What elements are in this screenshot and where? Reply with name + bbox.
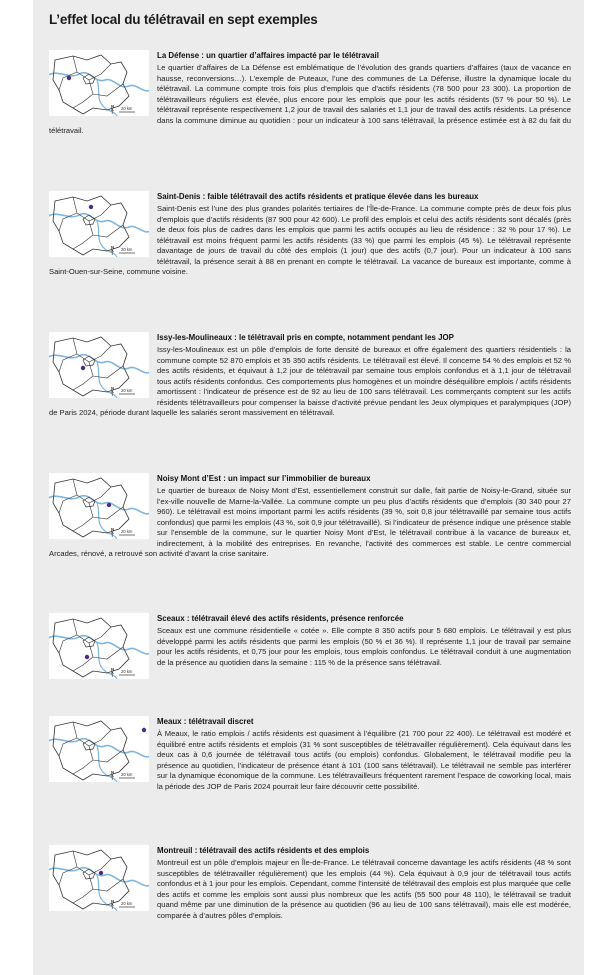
case-noisy-mont-d-est xyxy=(49,473,571,560)
scale-label: 20 km xyxy=(121,388,133,393)
case-title: Montreuil : télétravail des actifs résidents et des emplois xyxy=(157,846,370,855)
paris-boundary xyxy=(83,356,95,366)
case-la-defense xyxy=(49,50,571,137)
case-body: Sceaux est une commune résidentielle « cotée ». Elle compte 8 350 actifs pour 5 680 emplois. Le télétravail y est plus développé parmi les actifs résidents que parmi les emplois (50 % et 36 %). Il représente 1,1 jour de travail par semaine pour les actifs résidents, et 0,75 jour pour les emplois, tous emplois confondus. Le télétravail conduit à une augmentation de la présence au quotidien dans la semaine : 115 % de la présence sans télétravail. xyxy=(157,626,571,667)
scale-label: 20 km xyxy=(121,106,133,111)
case-saint-denis xyxy=(49,191,571,278)
commune-marker xyxy=(89,205,93,209)
river-marne xyxy=(97,362,117,398)
case-title: Meaux : télétravail discret xyxy=(157,717,254,726)
case-issy-les-moulineaux xyxy=(49,332,571,419)
location-map xyxy=(49,50,149,116)
north-label: N xyxy=(111,527,115,532)
commune-marker xyxy=(81,366,85,370)
commune-marker xyxy=(142,728,146,732)
case-body: Le quartier d’affaires de La Défense est emblématique de l’évolution des grands quartiers d’affaires (taux de vacance en hausse, reconversions…). L’exemple de Puteaux, l’une des communes de La Défense, illustre la dynamique locale du télétravail. La commune compte trois fois plus d’emplois que d’actifs résidents (78 500 pour 23 300). La proportion de télétravailleurs réguliers est élevée, plus encore pour les emplois que pour les actifs résidents (57 % pour 50 %). Le télétravail représente respectivement 1,2 jour de travail des salariés et 1,1 jour de travail des actifs résidents. La présence dans la commune diminue au quotidien : pour un indicateur à 100 sans télétravail, la présence estimée est à 82 du fait du télétravail. xyxy=(49,63,571,136)
case-body: Saint-Denis est l’une des plus grandes polarités tertiaires de l’Île-de-France. La commune compte près de deux fois plus d’emplois que d’actifs résidents (87 900 pour 42 600). Le profil des emplois et celui des actifs résidents sont décalés (près de deux fois plus de cadres dans les emplois que parmi les actifs occupés au lieu de résidence : 32 % pour 17 %). Le télétravail est moins fréquent parmi les actifs résidents (33 %) que parmi les emplois (45 %). Le télétravail représente davantage de jours de travail du côté des emplois (1 jour) que des actifs (0,7 jour). Pour un indicateur à 100 sans télétravail, la présence serait à 88 en prenant en compte le télétravail. La vacance de bureaux est importante, comme à Saint-Ouen-sur-Seine, commune voisine. xyxy=(49,204,571,277)
river-marne xyxy=(97,875,117,911)
paris-boundary xyxy=(83,869,95,879)
paris-boundary xyxy=(83,215,95,225)
case-meaux xyxy=(49,716,571,792)
river-marne xyxy=(97,643,117,679)
location-map xyxy=(49,191,149,257)
case-title: Saint-Denis : faible télétravail des actifs résidents et pratique élevée dans les bureaux xyxy=(157,192,479,201)
case-body: Montreuil est un pôle d’emplois majeur en Île-de-France. Le télétravail concerne davantage les actifs résidents (48 % sont susceptibles de télétravailler régulièrement) que les emplois (44 %). Cela équivaut à 0,9 jour de télétravail tous actifs confondus et à 1 jour pour les emplois. Cependant, comme l’intensité de télétravail des emplois est plus marquée que celle des actifs et comme les emplois sont aussi plus nombreux que les actifs (55 500 pour 48 110), le télétravail se traduit quand même par une diminution de la présence au quotidien (96 au lieu de 100 sans télétravail), mais elle est modérée, comparée à d’autres pôles d’emplois. xyxy=(157,858,571,920)
case-montreuil xyxy=(49,845,571,921)
paris-boundary xyxy=(83,740,95,750)
location-map xyxy=(49,845,149,911)
paris-boundary xyxy=(83,497,95,507)
north-label: N xyxy=(111,245,115,250)
river-marne xyxy=(97,221,117,257)
scale-label: 20 km xyxy=(121,772,133,777)
north-label: N xyxy=(111,386,115,391)
location-map xyxy=(49,716,149,782)
case-title: Sceaux : télétravail élevé des actifs résidents, présence renforcée xyxy=(157,614,404,623)
scale-label: 20 km xyxy=(121,529,133,534)
page-title: L’effet local du télétravail en sept exemples xyxy=(49,12,318,27)
scale-label: 20 km xyxy=(121,901,133,906)
paris-boundary xyxy=(83,74,95,84)
location-map xyxy=(49,473,149,539)
river-marne xyxy=(97,746,117,782)
case-body: Le quartier de bureaux de Noisy Mont d’Est, essentiellement construit sur dalle, fait partie de Noisy-le-Grand, située sur l’ex-ville nouvelle de Marne-la-Vallée. La commune compte un peu plus d’actifs résidents que d’emplois (30 340 pour 27 960). Le télétravail est moins important parmi les actifs résidents (39 %, soit 0,8 jour télétravaillé par semaine tous actifs confondus) que parmi les emplois (43 %, soit 0,9 jour télétravaillé). Si l’indicateur de présence indique une présence stable sur l’ensemble de la commune, sur le quartier Noisy Mont d’Est, le télétravail contribue à la vacance de bureaux et, indirectement, à la mobilité des entreprises. En revanche, l’activité des commerces est stable. Le centre commercial Arcades, rénové, a retrouvé son activité d’avant la crise sanitaire. xyxy=(49,486,571,559)
case-title: Noisy Mont d’Est : un impact sur l’immobilier de bureaux xyxy=(157,474,371,483)
north-label: N xyxy=(111,104,115,109)
commune-marker xyxy=(67,76,71,80)
river-marne xyxy=(97,80,117,116)
case-title: La Défense : un quartier d’affaires impacté par le télétravail xyxy=(157,51,379,60)
commune-marker xyxy=(85,655,89,659)
scale-label: 20 km xyxy=(121,247,133,252)
commune-marker xyxy=(107,503,111,507)
commune-marker xyxy=(99,871,103,875)
case-body: Issy-les-Moulineaux est un pôle d’emplois de forte densité de bureaux et offre également des quartiers résidentiels : la commune compte 52 870 emplois et 35 350 actifs résidents. Le télétravail est élevé. Il concerne 54 % des emplois et 52 % des actifs résidents, et équivaut à 1,2 jour de télétravail par semaine tous emplois confondus et à 1,1 jour de télétravail tous actifs résidents confondus. Ces comportements plus homogènes et un moindre déséquilibre emplois / actifs résidents amortissent : l’indicateur de présence est de 92 au lieu de 100 sans télétravail. Les commerçants comptent sur les actifs résidents télétravailleurs pour compenser la baisse d’activité prévue pendant les Jeux olympiques et paralympiques (JOP) de Paris 2024, période durant laquelle les salariés seront massivement en télétravail. xyxy=(49,345,571,418)
scale-label: 20 km xyxy=(121,669,133,674)
case-sceaux xyxy=(49,613,571,681)
north-label: N xyxy=(111,667,115,672)
case-body: À Meaux, le ratio emplois / actifs résidents est quasiment à l’équilibre (21 700 pour 22 400). Le télétravail est modéré et équilibré entre actifs résidents et emplois (31 % sont susceptibles de télétravailler régulièrement). Cela équivaut dans les deux cas à 0,6 journée de télétravail tous actifs (ou emplois) confondus. Globalement, le télétravail modifie peu la présence au quotidien, l’indicateur de présence étant à 101 (100 sans télétravail). Le télétravail ne semble pas interférer sur la dynamique économique de la commune. Les télétravailleurs fréquentent rarement l’espace de coworking local, mais la période des JOP de Paris 2024 pourrait leur faire découvrir cette possibilité. xyxy=(157,729,571,791)
location-map xyxy=(49,332,149,398)
river-marne xyxy=(97,503,117,539)
north-label: N xyxy=(111,770,115,775)
location-map xyxy=(49,613,149,679)
case-title: Issy-les-Moulineaux : le télétravail pris en compte, notamment pendant les JOP xyxy=(157,333,454,342)
paris-boundary xyxy=(83,637,95,647)
north-label: N xyxy=(111,899,115,904)
